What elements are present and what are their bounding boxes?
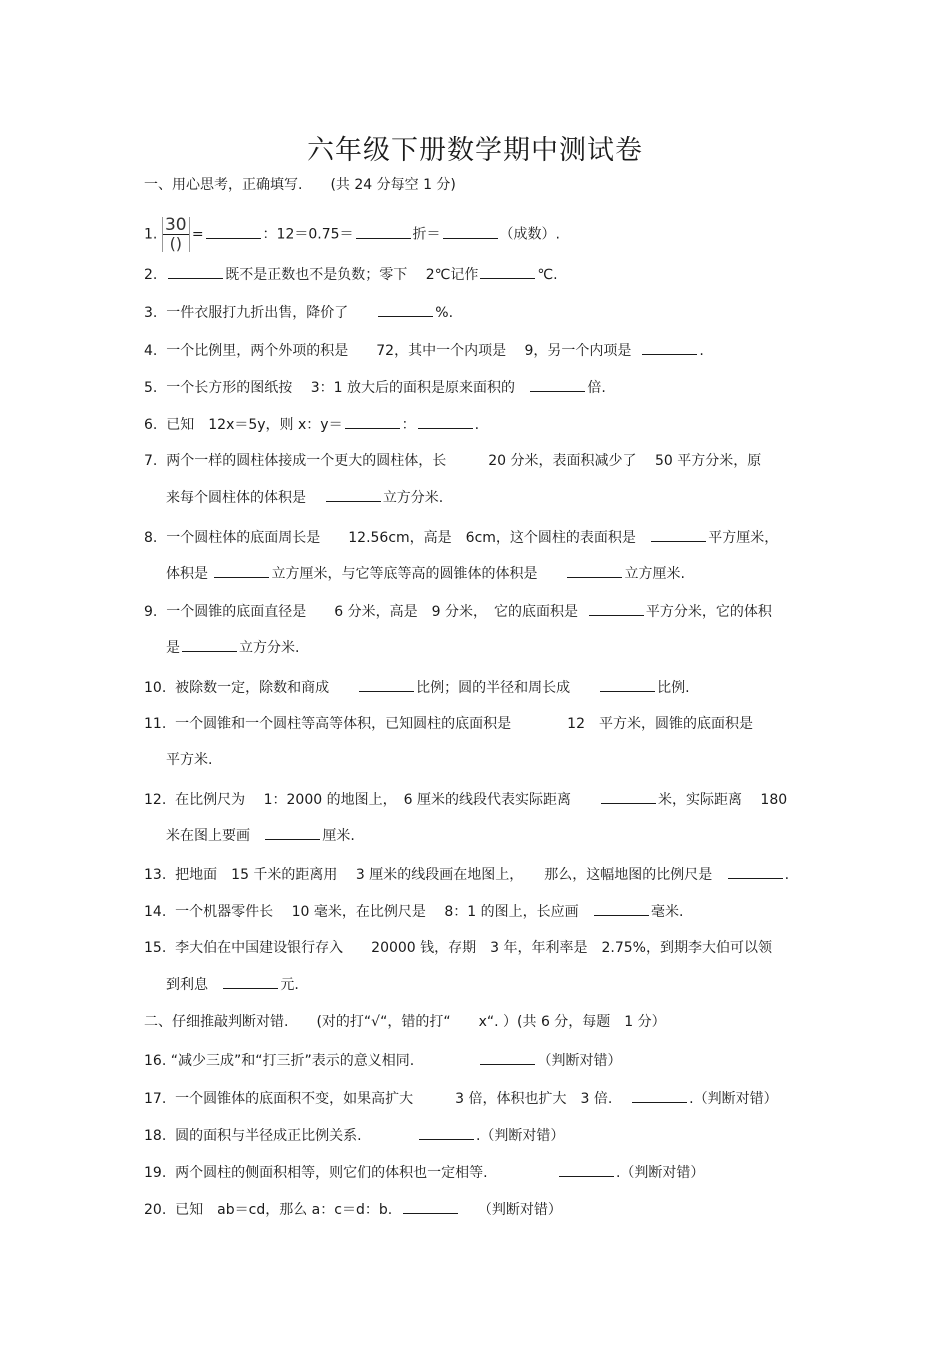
question-8: 8. 一个圆柱体的底面周长是 12.56cm，高是 6cm，这个圆柱的表面积是 平方厘米， <box>144 527 778 548</box>
question-5: 5. 一个长方形的图纸按 3：1 放大后的面积是原来面积的 倍. <box>144 377 606 398</box>
question-19: 19. 两个圆柱的侧面积相等，则它们的体积也一定相等. .（判断对错） <box>144 1162 704 1183</box>
question-20: 20. 已知 ab＝cd，那么 a：c＝d：b. （判断对错） <box>144 1199 562 1220</box>
answer-blank[interactable] <box>480 1050 535 1065</box>
answer-blank[interactable] <box>206 224 261 239</box>
question-18: 18. 圆的面积与半径成正比例关系. .（判断对错） <box>144 1125 564 1146</box>
answer-blank[interactable] <box>214 563 269 578</box>
answer-blank[interactable] <box>419 1125 474 1140</box>
question-14: 14. 一个机器零件长 10 毫米，在比例尺是 8：1 的图上，长应画 毫米. <box>144 901 683 922</box>
answer-blank[interactable] <box>600 677 655 692</box>
question-4: 4. 一个比例里，两个外项的积是 72，其中一个内项是 9，另一个内项是 . <box>144 340 704 361</box>
answer-blank[interactable] <box>651 527 706 542</box>
question-2: 2. 既不是正数也不是负数；零下 2℃记作 ℃. <box>144 264 558 285</box>
answer-blank[interactable] <box>356 224 411 239</box>
question-10: 10. 被除数一定，除数和商成 比例；圆的半径和周长成 比例. <box>144 677 690 698</box>
question-7-cont: 来每个圆柱体的体积是 立方分米. <box>166 487 443 508</box>
answer-blank[interactable] <box>223 974 278 989</box>
answer-blank[interactable] <box>359 677 414 692</box>
answer-blank[interactable] <box>589 601 644 616</box>
answer-blank[interactable] <box>168 264 223 279</box>
question-8-cont: 体积是 立方厘米，与它等底等高的圆锥体的体积是 立方厘米. <box>166 563 685 584</box>
question-6: 6. 已知 12x＝5y，则 x：y＝ ： . <box>144 414 479 435</box>
question-15-cont: 到利息 元. <box>166 974 299 995</box>
answer-blank[interactable] <box>594 901 649 916</box>
answer-blank[interactable] <box>265 825 320 840</box>
question-15: 15. 李大伯在中国建设银行存入 20000 钱，存期 3 年，年利率是 2.75%，到期李大伯可以领 <box>144 940 772 956</box>
fraction-image: $\frac{30}{()}$ <box>162 217 190 252</box>
answer-blank[interactable] <box>728 864 783 879</box>
answer-blank[interactable] <box>418 414 473 429</box>
answer-blank[interactable] <box>632 1088 687 1103</box>
question-9: 9. 一个圆锥的底面直径是 6 分米，高是 9 分米， 它的底面积是 平方分米，它的体积 <box>144 601 772 622</box>
question-12: 12. 在比例尺为 1：2000 的地图上， 6 厘米的线段代表实际距离 米，实际距离 180 <box>144 789 787 810</box>
question-1: 1. $\frac{30}{()}$ = ：12＝0.75＝ 折＝ （成数）. <box>144 215 560 253</box>
answer-blank[interactable] <box>642 340 697 355</box>
answer-blank[interactable] <box>480 264 535 279</box>
question-11: 11. 一个圆锥和一个圆柱等高等体积，已知圆柱的底面积是 12 平方米，圆锥的底面积是 <box>144 716 753 732</box>
answer-blank[interactable] <box>345 414 400 429</box>
answer-blank[interactable] <box>378 302 433 317</box>
question-12-cont: 米在图上要画 厘米. <box>166 825 355 846</box>
question-16: 16. “减少三成”和“打三折”表示的意义相同. （判断对错） <box>144 1050 621 1071</box>
question-7: 7. 两个一样的圆柱体接成一个更大的圆柱体，长 20 分米，表面积减少了 50 平方分米，原 <box>144 453 762 469</box>
question-number: 1. <box>144 226 158 243</box>
question-11-cont: 平方米. <box>166 752 213 768</box>
section-heading-1: 一、用心思考，正确填写. (共 24 分每空 1 分) <box>144 177 456 193</box>
answer-blank[interactable] <box>530 377 585 392</box>
answer-blank[interactable] <box>567 563 622 578</box>
question-13: 13. 把地面 15 千米的距离用 3 厘米的线段画在地图上， 那么，这幅地图的比例尺是 . <box>144 864 789 885</box>
answer-blank[interactable] <box>182 637 237 652</box>
answer-blank[interactable] <box>443 224 498 239</box>
answer-blank[interactable] <box>403 1199 458 1214</box>
question-3: 3. 一件衣服打九折出售，降价了 %. <box>144 302 453 323</box>
page-title: 六年级下册数学期中测试卷 <box>307 135 643 166</box>
answer-blank[interactable] <box>326 487 381 502</box>
answer-blank[interactable] <box>559 1162 614 1177</box>
question-17: 17. 一个圆锥体的底面积不变，如果高扩大 3 倍，体积也扩大 3 倍. .（判断对错） <box>144 1088 778 1109</box>
answer-blank[interactable] <box>601 789 656 804</box>
section-heading-2: 二、仔细推敲判断对错. (对的打“√“，错的打“ x“. ）(共 6 分，每题 1 分） <box>144 1014 666 1030</box>
question-9-cont: 是 立方分米. <box>166 637 299 658</box>
